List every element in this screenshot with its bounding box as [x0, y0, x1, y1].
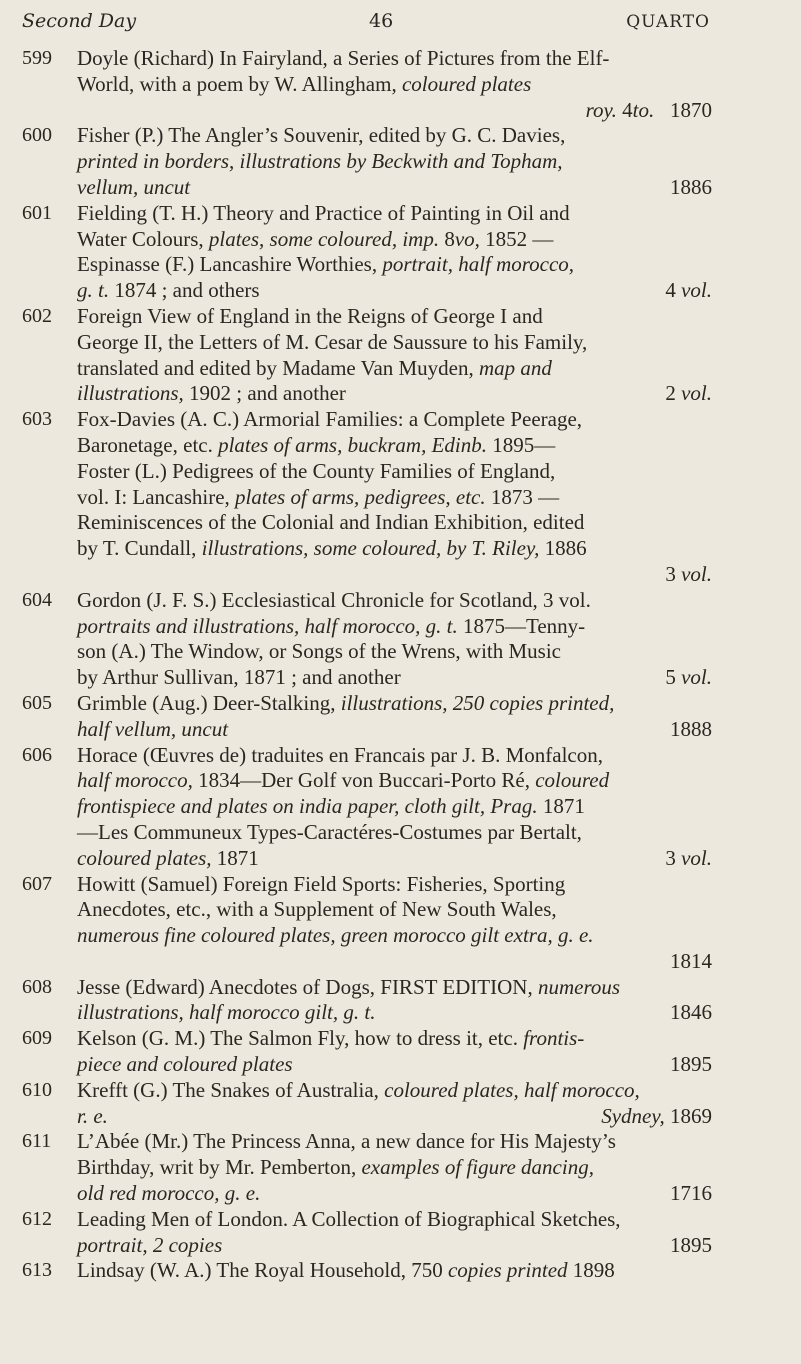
lot-number: 606: [22, 743, 52, 766]
lot-line: old red morocco, g. e. 1716: [77, 1181, 712, 1206]
lot-number: 602: [22, 304, 52, 327]
lot-line: by Arthur Sullivan, 1871 ; and another 5 vol.: [77, 665, 712, 690]
lot-line: portraits and illustrations, half morocco, g. t. 1875—Tenny-: [77, 613, 586, 638]
lot-line: Fisher (P.) The Angler’s Souvenir, edited by G. C. Davies,: [77, 123, 566, 148]
lot-entry: [22, 1258, 712, 1284]
lot-number: 607: [22, 872, 52, 895]
lot-line: printed in borders, illustrations by Beckwith and Topham,: [77, 149, 563, 174]
lot-line: half vellum, uncut 1888: [77, 716, 712, 741]
lot-line: Baronetage, etc. plates of arms, buckram, Edinb. 1895—: [77, 432, 556, 457]
lot-line: Kelson (G. M.) The Salmon Fly, how to dress it, etc. frontis-: [77, 1026, 585, 1051]
lot-line: Howitt (Samuel) Foreign Field Sports: Fisheries, Sporting: [77, 871, 566, 896]
lot-entry: [22, 201, 712, 304]
lot-line: Leading Men of London. A Collection of Biographical Sketches,: [77, 1206, 621, 1231]
lot-line: Birthday, writ by Mr. Pemberton, examples of figure dancing,: [77, 1155, 594, 1180]
lot-description: Fox-Davies (A. C.) Armorial Families: a Complete Peerage, Baronetage, etc. plates of arms, buckram, Edinb. 1895— Foster (L.) Pedigrees of the County Families of England, vol. I: Lancashire, plates of arms, pedigrees, etc. 1873 — Reminiscences of the Colonial and Indian Exhibition, edited by T. Cundall, illustrations, some coloured, by T. Riley, 1886 3 vol.: [77, 407, 712, 586]
header-day: Second Day: [22, 10, 137, 32]
lot-entry: [22, 872, 712, 975]
lot-line: Anecdotes, etc., with a Supplement of New South Wales,: [77, 897, 557, 922]
lot-line: Fox-Davies (A. C.) Armorial Families: a Complete Peerage,: [77, 407, 583, 432]
lot-description: Howitt (Samuel) Foreign Field Sports: Fisheries, Sporting Anecdotes, etc., with a Supplement of New South Wales, numerous fine coloured plates, green morocco gilt extra, g. e. 1814: [77, 871, 712, 973]
lot-line: numerous fine coloured plates, green morocco gilt extra, g. e.: [77, 923, 594, 948]
lot-line: coloured plates, 1871 3 vol.: [77, 845, 712, 870]
lot-line: Krefft (G.) The Snakes of Australia, coloured plates, half morocco,: [77, 1077, 640, 1102]
lot-number: 608: [22, 975, 52, 998]
lot-line: r. e. Sydney, 1869: [77, 1103, 712, 1128]
lot-line: half morocco, 1834—Der Golf von Buccari-Porto Ré, coloured: [77, 768, 610, 793]
header-section: QUARTO: [626, 12, 710, 32]
lot-description: [77, 123, 712, 200]
lot-number: 601: [22, 201, 52, 224]
lot-line: World, with a poem by W. Allingham, coloured plates: [77, 71, 532, 96]
lot-description: [77, 975, 712, 1027]
lot-description: Doyle (Richard) In Fairyland, a Series of Pictures from the Elf- World, with a poem by W. Allingham, coloured plates roy. 4to. 1870: [77, 46, 712, 122]
lot-line: Foreign View of England in the Reigns of George I and: [77, 303, 543, 328]
lot-number: 605: [22, 691, 52, 714]
lot-description: [77, 588, 712, 691]
lot-entry: [22, 1129, 712, 1206]
lot-line: Fielding (T. H.) Theory and Practice of Painting in Oil and: [77, 200, 570, 225]
lot-line: George II, the Letters of M. Cesar de Saussure to his Family,: [77, 329, 588, 354]
lot-number: 600: [22, 124, 52, 147]
lot-description: [77, 201, 712, 304]
lot-line: Doyle (Richard) In Fairyland, a Series of Pictures from the Elf-: [77, 46, 610, 70]
lot-entry: [22, 407, 712, 588]
lot-description: [77, 1207, 712, 1259]
lot-line: portrait, 2 copies 1895: [77, 1232, 712, 1257]
lot-list: [22, 46, 712, 1284]
lot-entry: [22, 743, 712, 872]
lot-line: Grimble (Aug.) Deer-Stalking, illustrations, 250 copies printed,: [77, 690, 615, 715]
lot-line: Foster (L.) Pedigrees of the County Families of England,: [77, 458, 556, 483]
lot-line: piece and coloured plates 1895: [77, 1052, 712, 1077]
lot-description: [77, 1026, 712, 1078]
lot-entry: [22, 1207, 712, 1259]
lot-line: translated and edited by Madame Van Muyden, map and: [77, 355, 552, 380]
lot-entry: [22, 1078, 712, 1130]
lot-line: —Les Communeux Types-Caractéres-Costumes par Bertalt,: [77, 819, 582, 844]
running-header: [22, 10, 710, 32]
lot-line: g. t. 1874 ; and others 4 vol.: [77, 278, 712, 303]
lot-line: illustrations, 1902 ; and another 2 vol.: [77, 381, 712, 406]
lot-entry: [22, 46, 712, 123]
lot-line: Lindsay (W. A.) The Royal Household, 750 copies printed 1898: [77, 1258, 615, 1283]
lot-number: 604: [22, 588, 52, 611]
lot-line: Horace (Œuvres de) traduites en Francais par J. B. Monfalcon,: [77, 742, 603, 767]
lot-line: frontispiece and plates on india paper, cloth gilt, Prag. 1871: [77, 794, 585, 819]
lot-line: by T. Cundall, illustrations, some coloured, by T. Riley, 1886: [77, 536, 587, 561]
lot-line: vellum, uncut 1886: [77, 174, 712, 199]
lot-number: 611: [22, 1130, 52, 1153]
lot-line: Espinasse (F.) Lancashire Worthies, portrait, half morocco,: [77, 252, 575, 277]
lot-description: [77, 691, 712, 743]
lot-description: [77, 1258, 712, 1284]
lot-line: illustrations, half morocco gilt, g. t. 1846: [77, 1000, 712, 1025]
lot-entry: [22, 691, 712, 743]
lot-description: [77, 1129, 712, 1206]
lot-entry: [22, 1026, 712, 1078]
lot-number: 613: [22, 1259, 52, 1282]
lot-line: Water Colours, plates, some coloured, imp. 8vo, 1852 —: [77, 226, 554, 251]
lot-entry: [22, 588, 712, 691]
lot-number: 612: [22, 1207, 52, 1230]
lot-number: 599: [22, 47, 52, 69]
lot-line: Gordon (J. F. S.) Ecclesiastical Chronicle for Scotland, 3 vol.: [77, 587, 591, 612]
lot-number: 603: [22, 408, 52, 431]
lot-entry: [22, 304, 712, 407]
lot-line: L’Abée (Mr.) The Princess Anna, a new dance for His Majesty’s: [77, 1129, 616, 1154]
lot-line: Reminiscences of the Colonial and Indian Exhibition, edited: [77, 510, 585, 535]
lot-line: vol. I: Lancashire, plates of arms, pedigrees, etc. 1873 —: [77, 484, 560, 509]
lot-description: [77, 1078, 712, 1130]
page-number: 46: [369, 10, 394, 32]
lot-number: 610: [22, 1078, 52, 1101]
lot-number: 609: [22, 1027, 52, 1050]
lot-line: son (A.) The Window, or Songs of the Wrens, with Music: [77, 639, 561, 664]
lot-description: [77, 743, 712, 872]
lot-entry: [22, 975, 712, 1027]
lot-entry: [22, 123, 712, 200]
lot-description: [77, 304, 712, 407]
lot-line: Jesse (Edward) Anecdotes of Dogs, FIRST EDITION, numerous: [77, 974, 621, 999]
